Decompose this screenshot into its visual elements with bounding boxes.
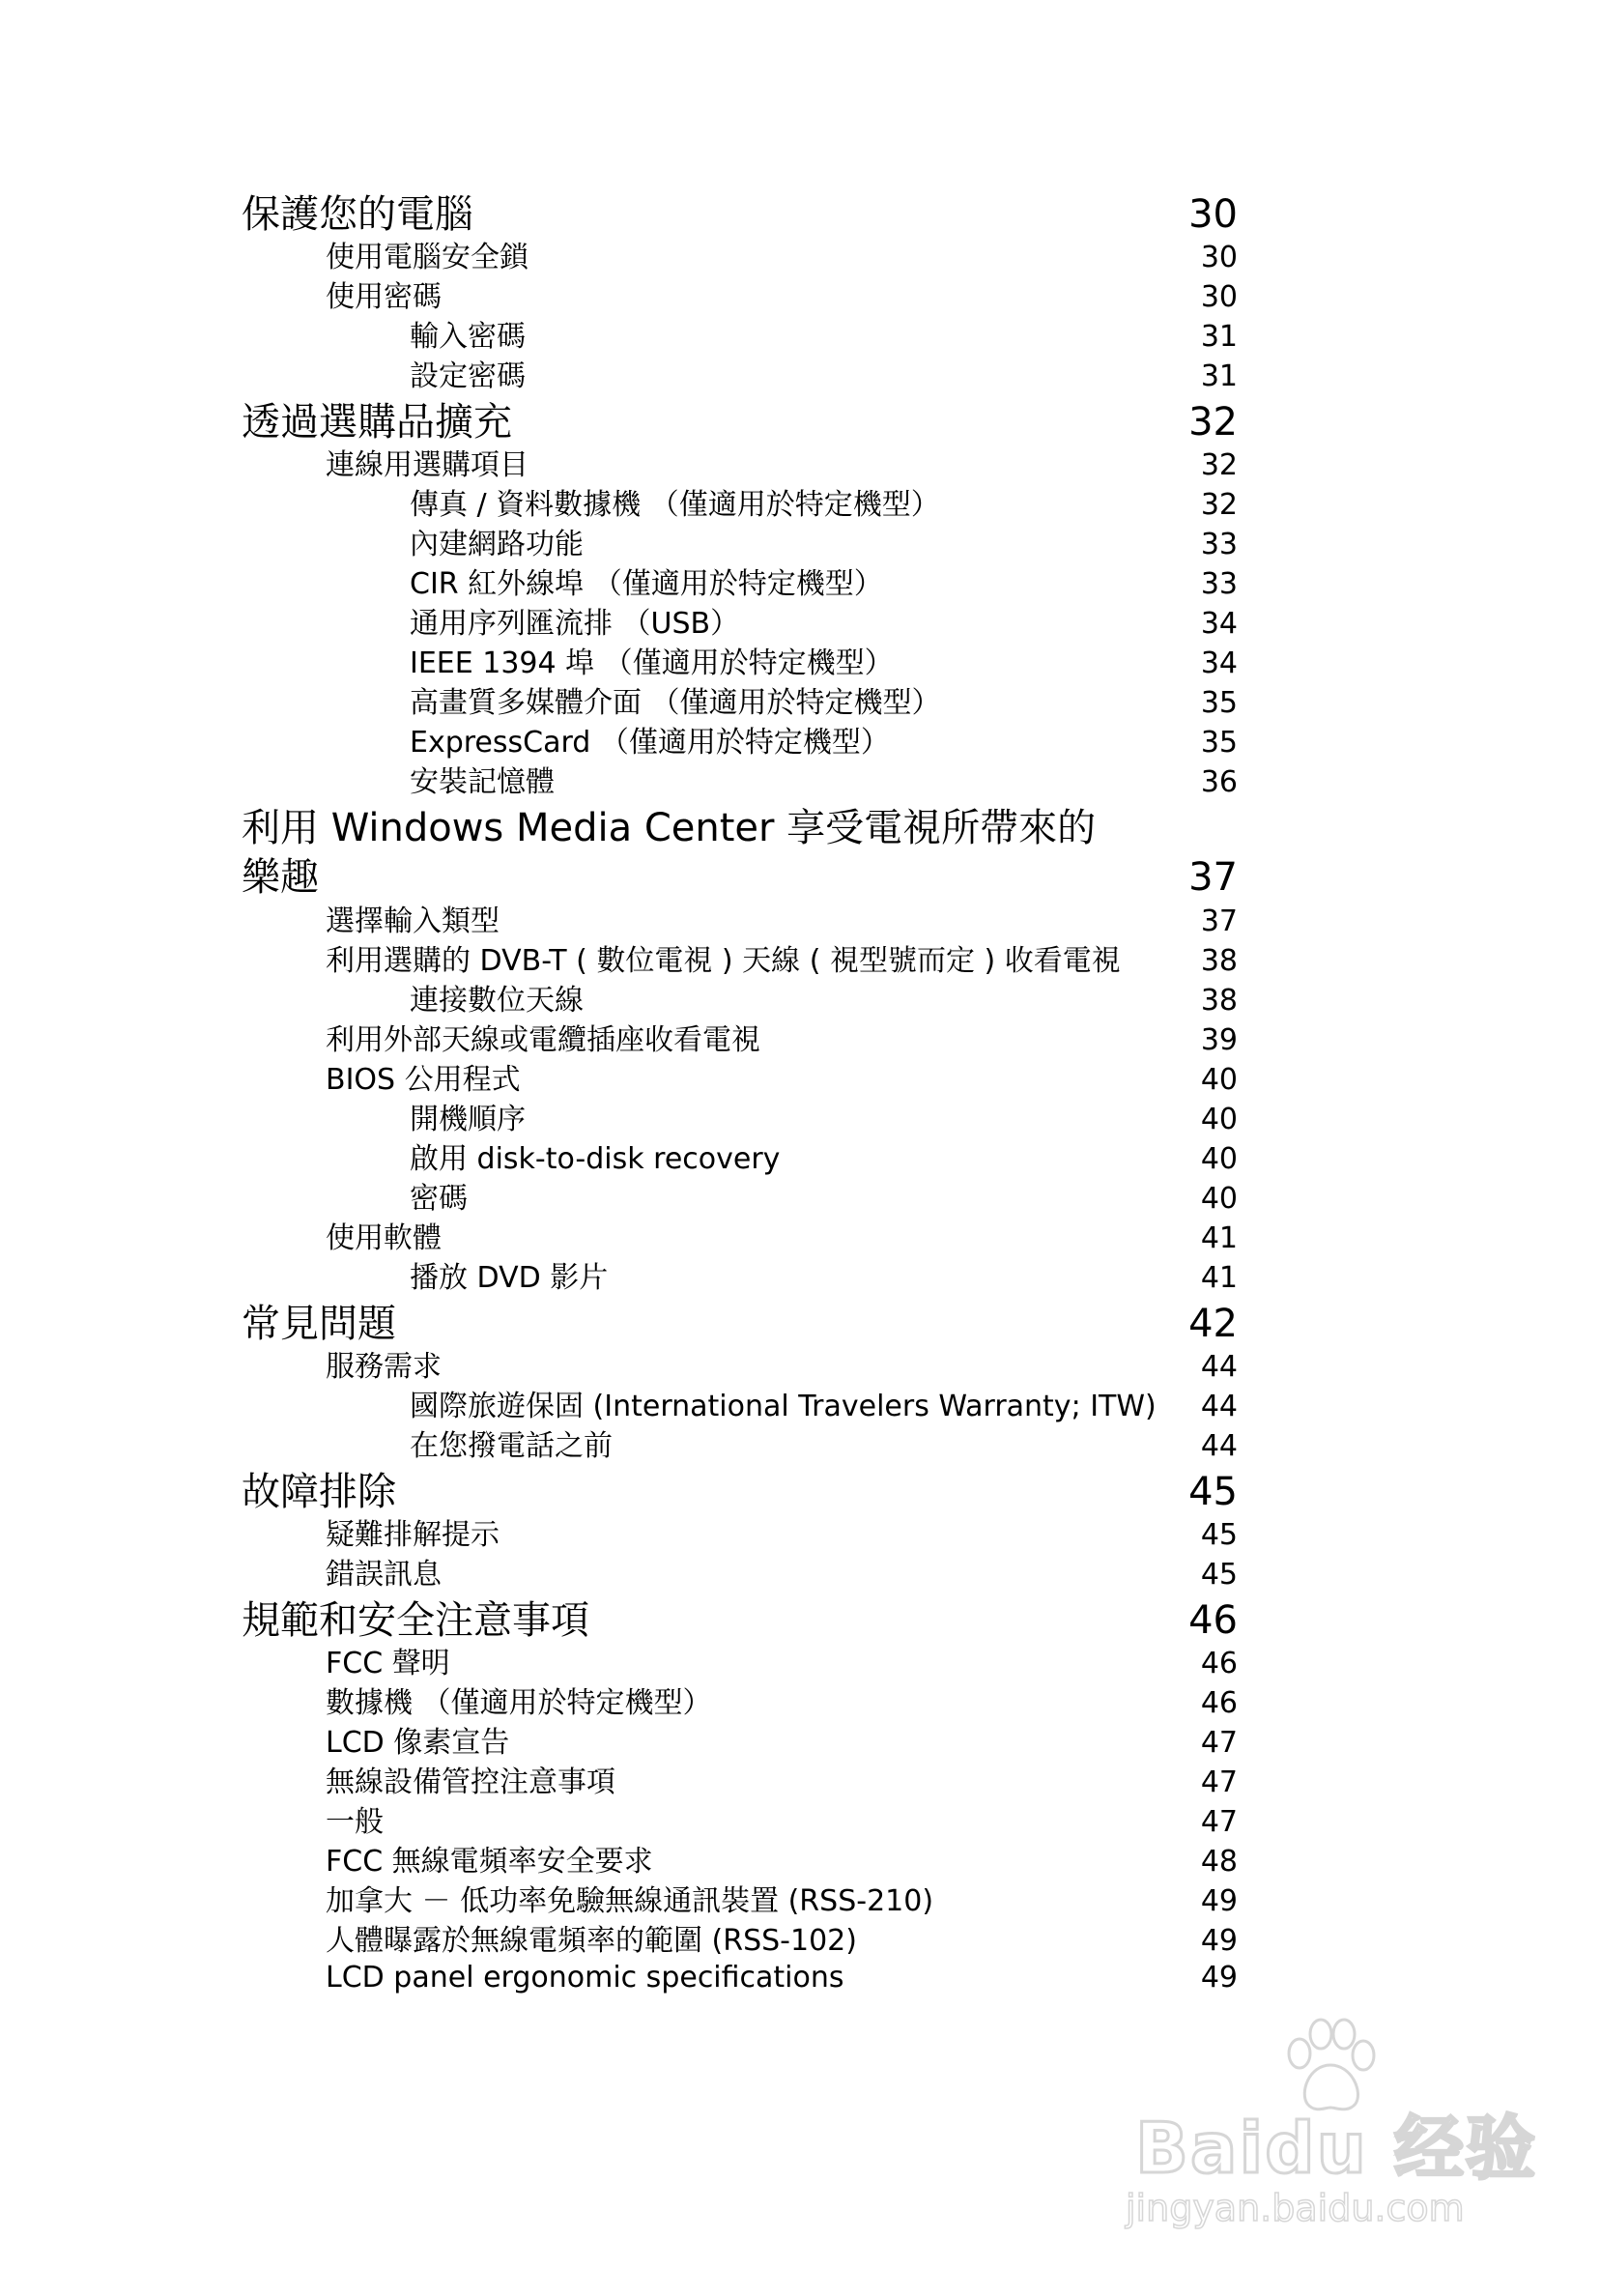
toc-entry-title: IEEE 1394 埠 （僅適用於特定機型） xyxy=(410,646,894,680)
toc-entry-page: 30 xyxy=(1188,192,1238,237)
toc-entry xyxy=(0,1220,1600,1258)
toc-entry-title: 利用選購的 DVB-T ( 數位電視 ) 天線 ( 視型號而定 ) 收看電視 xyxy=(326,944,1121,978)
toc-entry xyxy=(0,645,1600,683)
toc-entry xyxy=(0,1388,1600,1426)
toc-entry xyxy=(0,1021,1600,1060)
toc-entry-page: 37 xyxy=(1200,904,1238,938)
toc-entry-title: 規範和安全注意事項 xyxy=(242,1598,589,1643)
toc-entry xyxy=(0,526,1600,564)
toc-entry-page: 35 xyxy=(1200,726,1238,760)
toc-entry-page: 44 xyxy=(1200,1350,1238,1384)
toc-entry xyxy=(0,1764,1600,1802)
toc-entry-page: 42 xyxy=(1188,1302,1238,1346)
toc-entry xyxy=(0,1684,1600,1723)
toc-entry-title: 使用軟體 xyxy=(326,1221,442,1255)
toc-entry-page: 32 xyxy=(1188,400,1238,445)
toc-entry xyxy=(0,1469,1600,1515)
toc-entry-title: 利用 Windows Media Center 享受電視所帶來的 xyxy=(242,806,1097,850)
toc-entry xyxy=(0,1301,1600,1347)
toc-entry-page: 33 xyxy=(1200,567,1238,601)
toc-entry-page: 44 xyxy=(1200,1390,1238,1423)
toc-entry-page: 33 xyxy=(1200,528,1238,561)
toc-entry xyxy=(0,1061,1600,1100)
watermark-logo: Baidu 经验 xyxy=(1135,2108,1538,2189)
toc-entry-page: 46 xyxy=(1200,1686,1238,1720)
toc-entry xyxy=(0,1724,1600,1763)
toc-entry xyxy=(0,1922,1600,1961)
toc-entry-title: FCC 無線電頻率安全要求 xyxy=(326,1845,653,1879)
toc-entry-page: 49 xyxy=(1200,1924,1238,1958)
toc-entry xyxy=(0,982,1600,1020)
toc-entry-page: 31 xyxy=(1200,359,1238,393)
toc-entry-page: 37 xyxy=(1188,855,1238,900)
toc-entry xyxy=(0,1101,1600,1139)
toc-entry xyxy=(0,565,1600,604)
toc-entry-title: 密碼 xyxy=(410,1182,468,1216)
toc-entry-page: 34 xyxy=(1200,607,1238,641)
toc-entry-page: 49 xyxy=(1200,1884,1238,1918)
toc-entry-title: 連接數位天線 xyxy=(410,984,584,1018)
toc-entry xyxy=(0,318,1600,357)
toc-entry-title: 播放 DVD 影片 xyxy=(410,1261,609,1295)
toc-entry-title: 常見問題 xyxy=(242,1302,396,1346)
toc-entry-title: 利用外部天線或電纜插座收看電視 xyxy=(326,1023,760,1057)
toc-entry-title: LCD panel ergonomic specifications xyxy=(326,1961,844,1995)
toc-entry xyxy=(0,724,1600,762)
toc-entry-page: 44 xyxy=(1200,1429,1238,1463)
toc-entry xyxy=(0,1645,1600,1683)
toc-entry xyxy=(0,1556,1600,1594)
toc-entry xyxy=(0,358,1600,396)
toc-entry-page: 40 xyxy=(1200,1142,1238,1176)
toc-entry-page: 45 xyxy=(1188,1470,1238,1514)
toc-entry xyxy=(0,486,1600,525)
toc-entry-page: 49 xyxy=(1200,1961,1238,1995)
toc-entry xyxy=(0,399,1600,445)
toc-entry-title: 選擇輸入類型 xyxy=(326,904,500,938)
toc-entry-title: 國際旅遊保固 (International Travelers Warranty; ITW) xyxy=(410,1390,1157,1423)
toc-entry xyxy=(0,1348,1600,1387)
toc-entry-title: 一般 xyxy=(326,1805,384,1839)
toc-entry-title: 連線用選購項目 xyxy=(326,448,529,482)
toc-entry-page: 46 xyxy=(1188,1598,1238,1643)
toc-entry xyxy=(0,1180,1600,1219)
toc-entry-page: 38 xyxy=(1200,944,1238,978)
toc-entry xyxy=(0,278,1600,317)
toc-entry-page: 45 xyxy=(1200,1518,1238,1552)
toc-entry-title: BIOS 公用程式 xyxy=(326,1063,521,1097)
toc-entry xyxy=(0,1516,1600,1555)
toc-entry-page: 47 xyxy=(1200,1726,1238,1760)
toc-entry-page: 38 xyxy=(1200,984,1238,1018)
toc-entry-title: 開機順序 xyxy=(410,1103,526,1136)
toc-entry xyxy=(0,805,1600,851)
toc-entry-page: 46 xyxy=(1200,1647,1238,1680)
toc-entry xyxy=(0,763,1600,802)
toc-entry-page: 32 xyxy=(1200,488,1238,522)
toc-entry-title: 安裝記憶體 xyxy=(410,765,555,799)
toc-entry xyxy=(0,191,1600,238)
toc-entry-page: 41 xyxy=(1200,1261,1238,1295)
toc-entry xyxy=(0,854,1600,901)
toc-entry-title: 疑難排解提示 xyxy=(326,1518,500,1552)
toc-entry xyxy=(0,1259,1600,1298)
toc-entry-title: 通用序列匯流排 （USB） xyxy=(410,607,740,641)
toc-entry-title: 數據機 （僅適用於特定機型） xyxy=(326,1686,712,1720)
toc-entry-title: 傳真 / 資料數據機 （僅適用於特定機型） xyxy=(410,488,940,522)
toc-entry xyxy=(0,1140,1600,1179)
toc-entry xyxy=(0,239,1600,277)
toc-entry-title: ExpressCard （僅適用於特定機型） xyxy=(410,726,890,760)
toc-entry-page: 30 xyxy=(1200,241,1238,274)
toc-entry xyxy=(0,942,1600,981)
watermark-url: jingyan.baidu.com xyxy=(1126,2187,1465,2229)
toc-entry-page: 48 xyxy=(1200,1845,1238,1879)
toc-entry xyxy=(0,1597,1600,1644)
toc-entry-title: 保護您的電腦 xyxy=(242,192,473,237)
toc-entry-page: 35 xyxy=(1200,686,1238,720)
toc-entry-title: 內建網路功能 xyxy=(410,528,584,561)
toc-entry xyxy=(0,1803,1600,1842)
toc-entry-title: 使用密碼 xyxy=(326,280,442,314)
toc-entry xyxy=(0,903,1600,941)
toc-entry-page: 31 xyxy=(1200,320,1238,354)
toc-entry xyxy=(0,1427,1600,1466)
toc-entry-title: 透過選購品擴充 xyxy=(242,400,512,445)
toc-entry-title: 高畫質多媒體介面 （僅適用於特定機型） xyxy=(410,686,941,720)
toc-entry-page: 32 xyxy=(1200,448,1238,482)
toc-entry-title: CIR 紅外線埠 （僅適用於特定機型） xyxy=(410,567,883,601)
toc-entry xyxy=(0,1882,1600,1921)
toc-entry-page: 40 xyxy=(1200,1063,1238,1097)
baidu-jingyan-watermark xyxy=(1106,2015,1538,2247)
toc-entry-title: 使用電腦安全鎖 xyxy=(326,241,529,274)
toc-entry-page: 47 xyxy=(1200,1805,1238,1839)
toc-entry xyxy=(0,684,1600,723)
toc-entry xyxy=(0,1959,1600,1997)
toc-entry-page: 39 xyxy=(1200,1023,1238,1057)
toc-entry-title: FCC 聲明 xyxy=(326,1647,450,1680)
toc-entry-page: 40 xyxy=(1200,1182,1238,1216)
toc-entry-title: 服務需求 xyxy=(326,1350,442,1384)
toc-entry xyxy=(0,446,1600,485)
toc-entry-title: 設定密碼 xyxy=(410,359,526,393)
toc-entry-title: 在您撥電話之前 xyxy=(410,1429,613,1463)
toc-entry-page: 40 xyxy=(1200,1103,1238,1136)
toc-entry-page: 45 xyxy=(1200,1558,1238,1592)
toc-entry xyxy=(0,1843,1600,1881)
toc-entry-page: 41 xyxy=(1200,1221,1238,1255)
toc-entry-page: 34 xyxy=(1200,646,1238,680)
toc-entry-title: LCD 像素宣告 xyxy=(326,1726,510,1760)
toc-entry-title: 啟用 disk-to-disk recovery xyxy=(410,1142,781,1176)
toc-entry-page: 30 xyxy=(1200,280,1238,314)
toc-entry-page: 47 xyxy=(1200,1765,1238,1799)
toc-entry-title: 樂趣 xyxy=(242,855,319,900)
toc-entry-page: 36 xyxy=(1200,765,1238,799)
toc-entry-title: 無線設備管控注意事項 xyxy=(326,1765,615,1799)
toc-entry xyxy=(0,605,1600,644)
toc-entry-title: 故障排除 xyxy=(242,1470,396,1514)
toc-entry-title: 輸入密碼 xyxy=(410,320,526,354)
toc-entry-title: 加拿大 － 低功率免驗無線通訊裝置 (RSS-210) xyxy=(326,1884,934,1918)
toc-entry-title: 錯誤訊息 xyxy=(326,1558,442,1592)
toc-entry-title: 人體曝露於無線電頻率的範圍 (RSS-102) xyxy=(326,1924,857,1958)
